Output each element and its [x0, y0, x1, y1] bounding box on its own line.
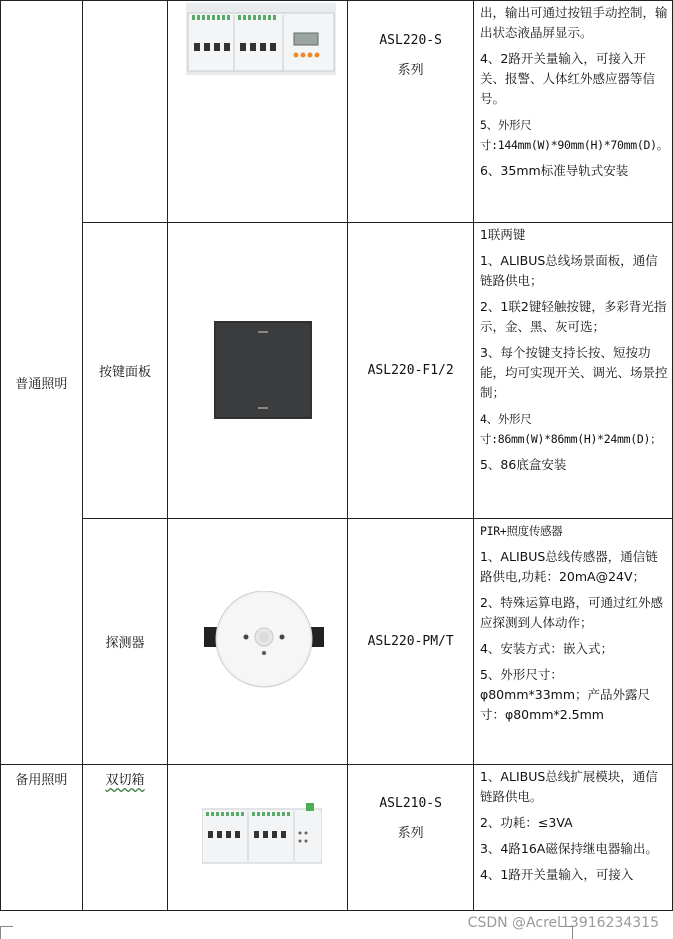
model-series: 系列 — [397, 63, 424, 78]
desc-line: PIR+照度传感器 — [479, 524, 563, 538]
description-cell — [473, 519, 672, 765]
model-number: ASL220-F1/2 — [367, 363, 454, 378]
desc-line: 5、86底盒安装 — [479, 457, 567, 472]
model-series: 系列 — [397, 826, 424, 841]
product-image-cell — [168, 765, 348, 911]
category-cell: 备用照明 — [1, 765, 83, 911]
din-rail-module-image — [186, 3, 336, 75]
table-row — [1, 519, 673, 765]
desc-line: 1联两键 — [479, 227, 526, 242]
name-cell — [82, 1, 168, 223]
desc-line: 6、35mm标准导轨式安装 — [479, 163, 629, 178]
watermark: CSDN @Acrel13916234315 — [467, 915, 659, 931]
desc-line: 2、功耗：≤3VA — [479, 815, 573, 830]
product-image-cell — [168, 1, 348, 223]
desc-line: 5、外形尺寸：φ80mm*33mm；产品外露尺寸：φ80mm*2.5mm — [479, 667, 650, 722]
desc-line: 4、1路开关量输入，可接入 — [479, 867, 634, 882]
model-number: ASL220-PM/T — [367, 634, 454, 649]
pir-sensor-image — [204, 591, 324, 691]
desc-line: 出，输出可通过按钮手动控制，输出状态液晶屏显示。 — [479, 5, 668, 40]
name-cell: 双切箱 — [82, 765, 168, 911]
desc-line: 4、2路开关量输入，可接入开关、报警、人体红外感应器等信号。 — [479, 51, 655, 106]
name-cell: 按键面板 — [82, 223, 168, 519]
table-row — [1, 1, 673, 223]
desc-line: 4、外形尺寸:86mm(W)*86mm(H)*24mm(D)； — [479, 412, 662, 446]
desc-line: 4、安装方式：嵌入式； — [479, 641, 613, 656]
dual-switch-module-image — [202, 803, 322, 865]
product-image-cell — [168, 223, 348, 519]
model-cell — [348, 1, 474, 223]
key-panel-image — [214, 321, 312, 419]
description-cell — [473, 223, 672, 519]
table-row — [1, 223, 673, 519]
page-corner-mark — [0, 926, 13, 939]
model-cell — [348, 765, 474, 911]
model-cell — [348, 519, 474, 765]
name-cell: 探测器 — [82, 519, 168, 765]
model-number: ASL220-S — [379, 33, 442, 48]
desc-line: 2、1联2键轻触按键，多彩背光指示，金、黑、灰可选； — [479, 299, 667, 334]
description-cell — [473, 1, 672, 223]
desc-line: 1、ALIBUS总线传感器，通信链路供电,功耗：20mA@24V； — [479, 549, 658, 584]
desc-line: 5、外形尺寸:144mm(W)*90mm(H)*70mm(D)。 — [479, 118, 668, 152]
desc-line: 3、每个按键支持长按、短按功能，均可实现开关、调光、场景控制； — [479, 345, 668, 400]
category-cell: 普通照明 — [1, 1, 83, 765]
desc-line: 1、ALIBUS总线扩展模块，通信链路供电。 — [479, 769, 658, 804]
desc-line: 3、4路16A磁保持继电器输出。 — [479, 841, 658, 856]
description-cell — [473, 765, 672, 911]
product-image-cell — [168, 519, 348, 765]
model-cell — [348, 223, 474, 519]
model-number: ASL210-S — [379, 796, 442, 811]
table-row — [1, 765, 673, 911]
desc-line: 2、特殊运算电路，可通过红外感应探测到人体动作； — [479, 595, 663, 630]
desc-line: 1、ALIBUS总线场景面板，通信链路供电； — [479, 253, 658, 288]
